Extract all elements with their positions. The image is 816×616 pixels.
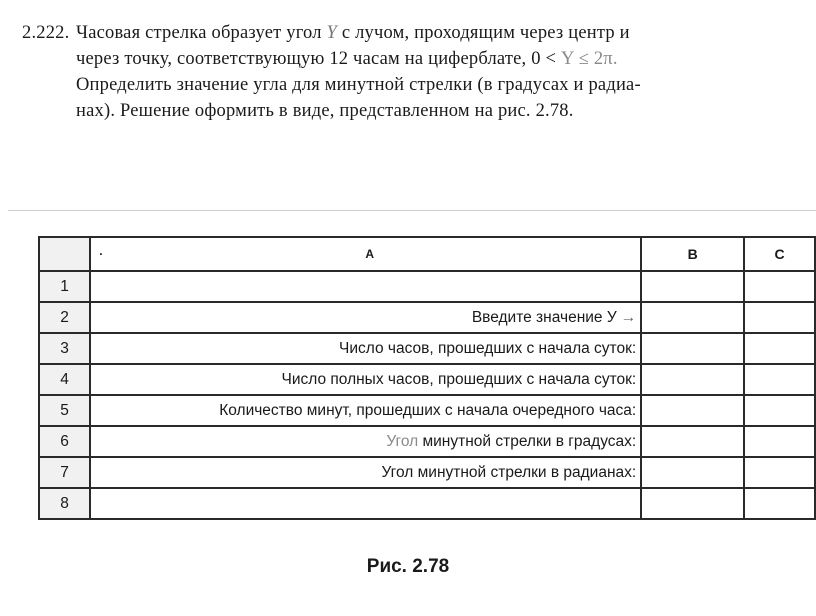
figure-caption: Рис. 2.78 [366, 556, 450, 577]
cell-a [90, 302, 641, 333]
cell-c [744, 364, 815, 395]
cell-a: Число часов, прошедших с начала суток: [90, 333, 641, 364]
table-row [39, 457, 815, 488]
column-a-label: A [365, 247, 375, 261]
variable-range: Y ≤ 2π. [560, 49, 618, 69]
cell-c [744, 457, 815, 488]
cell-a [90, 271, 641, 302]
cell-a [90, 426, 641, 457]
variable-y: Y [326, 23, 338, 43]
problem-number: 2.222. [22, 23, 70, 43]
cell-c [744, 426, 815, 457]
row-number: 2 [39, 302, 90, 333]
row-number: 6 [39, 426, 90, 457]
cell-a [90, 488, 641, 519]
column-header-row [39, 237, 815, 271]
cell-b [641, 488, 744, 519]
row-number: 5 [39, 395, 90, 426]
cell-b [641, 426, 744, 457]
cell-a: Число полных часов, прошедших с начала суток: [90, 364, 641, 395]
problem-line-1a: Часовая стрелка образует угол [76, 23, 322, 43]
table-row [39, 302, 815, 333]
cell-a: Количество минут, прошедших с начала очередного часа: [90, 395, 641, 426]
row-number: 7 [39, 457, 90, 488]
cell-a: Угол минутной стрелки в радианах: [90, 457, 641, 488]
table-row [39, 364, 815, 395]
row-number: 3 [39, 333, 90, 364]
spreadsheet-figure [38, 236, 816, 520]
column-header-b: B [641, 237, 744, 271]
column-header-a [90, 237, 641, 271]
cell-c [744, 395, 815, 426]
problem-line-1b: с лучом, проходящим через центр и [341, 23, 630, 43]
cell-b [641, 302, 744, 333]
problem-line-4: нах). Решение оформить в виде, представленном на рис. 2.78. [76, 101, 574, 121]
arrow-right-icon: → [620, 308, 637, 326]
column-header-c: C [744, 237, 815, 271]
row-number: 8 [39, 488, 90, 519]
table-row [39, 333, 815, 364]
table-row [39, 488, 815, 519]
corner-cell [39, 237, 90, 271]
problem-line-3: Определить значение угла для минутной стрелки (в градусах и радиа- [76, 75, 641, 95]
divider [8, 210, 816, 211]
cell-a-faded-text: Угол [386, 432, 419, 450]
cell-b [641, 271, 744, 302]
problem-line-2 [22, 46, 712, 72]
cell-b [641, 395, 744, 426]
cell-a-text: Введите значение У [471, 308, 617, 326]
problem-text [22, 20, 712, 124]
cell-c [744, 333, 815, 364]
cell-c [744, 271, 815, 302]
table-row [39, 395, 815, 426]
problem-line-2a: через точку, соответствующую 12 часам на циферблате, 0 < [76, 49, 557, 69]
cell-b [641, 364, 744, 395]
cell-b [641, 333, 744, 364]
dot-mark: · [99, 247, 104, 261]
table-row [39, 271, 815, 302]
row-number: 4 [39, 364, 90, 395]
row-number: 1 [39, 271, 90, 302]
table-row [39, 426, 815, 457]
cell-a-text: минутной стрелки в градусах: [422, 432, 637, 450]
cell-c [744, 302, 815, 333]
cell-c [744, 488, 815, 519]
cell-b [641, 457, 744, 488]
problem-line-1 [22, 20, 712, 46]
